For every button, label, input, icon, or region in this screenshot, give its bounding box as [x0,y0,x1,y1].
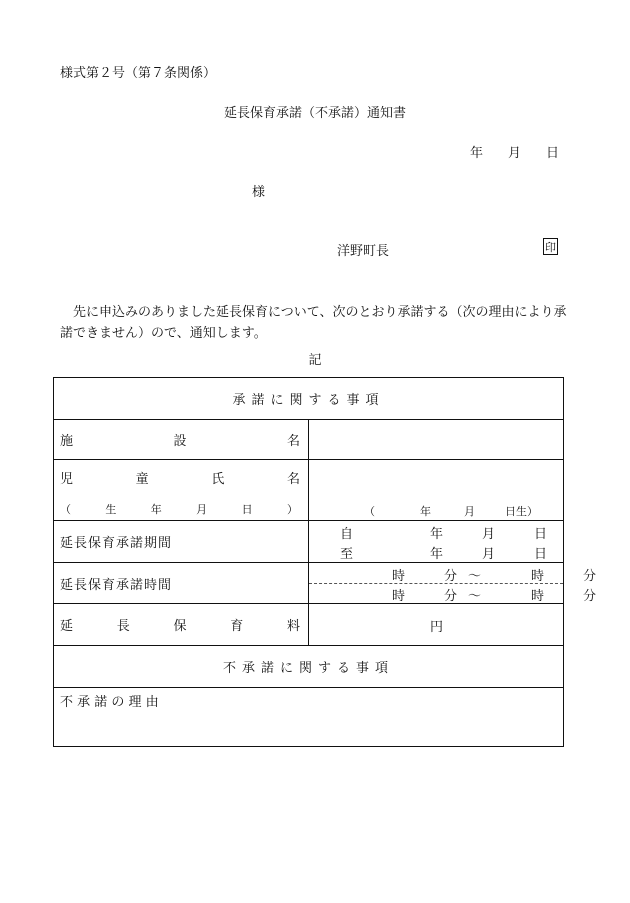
period-value[interactable]: 自 年 月 日 至 年 月 日 [309,521,564,563]
time-value[interactable]: 時 分 ～ 時 分 時 分 ～ 時 分 [309,563,564,604]
date-month: 月 [508,146,522,161]
issuer-name: 洋野町長 [337,244,390,259]
birthdate-label: （ 生 年 月 日 ） [60,502,298,516]
approval-heading: 承諾に関する事項 [54,378,564,420]
denial-heading: 不承諾に関する事項 [54,646,564,688]
date-year: 年 [470,146,484,161]
document-title: 延長保育承諾（不承諾）通知書 [223,106,406,121]
facility-label: 施 設 名 [54,420,309,460]
body-paragraph: 先に申込みのありました延長保育について、次のとおり承諾する（次の理由により承諾できません）ので、通知します。 [60,305,567,341]
denial-reason-label: 不 承 諾 の 理 由 [60,695,159,710]
time-divider [309,583,563,584]
addressee-suffix: 様 [252,185,266,200]
date-day: 日 [546,146,560,161]
ki-marker: 記 [308,353,322,368]
child-name-value[interactable]: （ 年 月 日生） [309,460,564,521]
period-label: 延長保育承諾期間 [54,521,309,563]
approval-table [53,377,597,747]
facility-value[interactable] [309,420,564,460]
fee-label: 延 長 保 育 料 [54,604,309,646]
time-label: 延長保育承諾時間 [54,563,309,604]
fee-value[interactable]: 円 [309,604,564,646]
denial-reason-cell[interactable] [54,688,564,747]
seal-mark: 印 [543,238,558,255]
child-name-label: 児 童 氏 名 （ 生 年 月 日 ） [54,460,309,521]
form-number: 様式第２号（第７条関係） [60,66,217,81]
